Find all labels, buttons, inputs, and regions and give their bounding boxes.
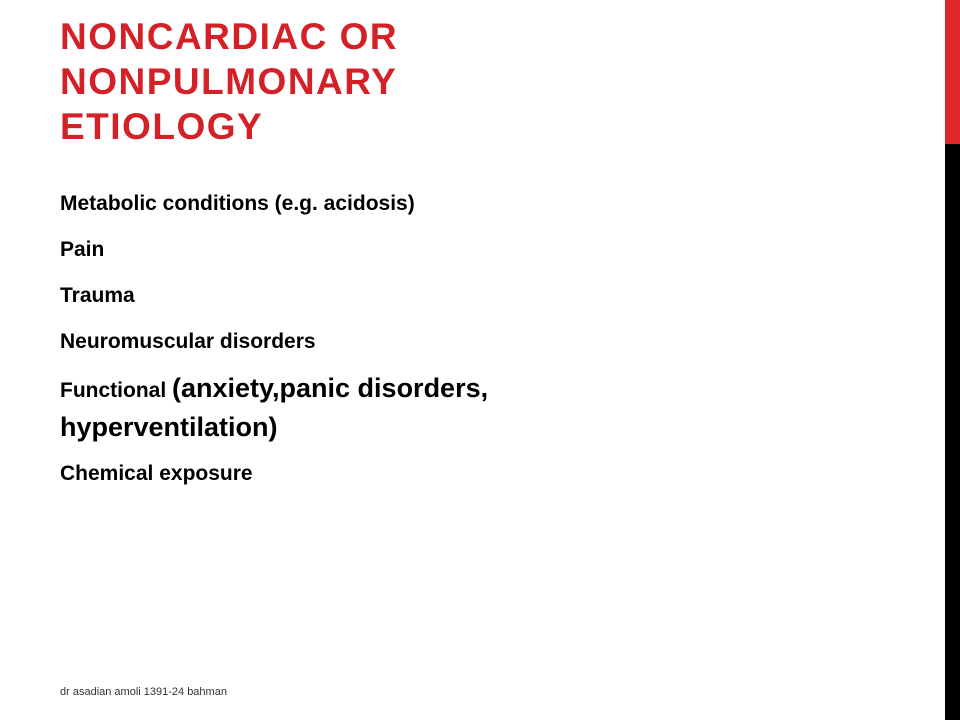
footer-credit: dr asadian amoli 1391-24 bahman: [60, 686, 227, 698]
side-bar-red-accent: [945, 0, 960, 144]
functional-detail-line-1: (anxiety,panic disorders,: [172, 373, 489, 403]
slide-title: [60, 14, 660, 149]
bullet-pain: Pain: [60, 238, 105, 261]
title-line-2: NONPULMONARY: [60, 61, 398, 102]
functional-detail-line-2: hyperventilation): [60, 412, 278, 442]
bullet-trauma: Trauma: [60, 284, 135, 307]
functional-prefix: Functional: [60, 379, 172, 402]
title-line-3: ETIOLOGY: [60, 106, 264, 147]
bullet-list: [60, 190, 920, 506]
title-line-1: NONCARDIAC OR: [60, 16, 399, 57]
bullet-chemical-exposure: Chemical exposure: [60, 462, 253, 485]
bullet-neuromuscular: Neuromuscular disorders: [60, 330, 316, 353]
bullet-functional: [60, 370, 920, 448]
bullet-metabolic: Metabolic conditions (e.g. acidosis): [60, 192, 415, 215]
